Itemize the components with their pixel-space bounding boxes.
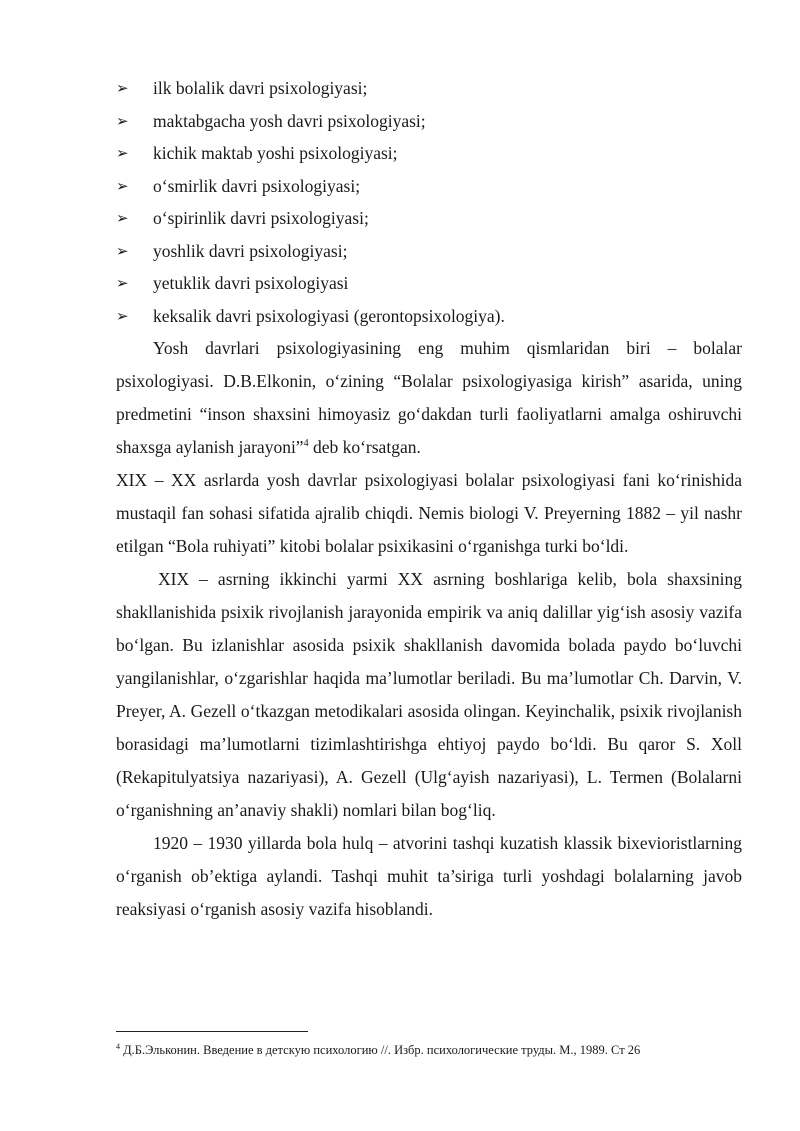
list-item [116,300,742,333]
list-item-text: yetuklik davri psixologiyasi [153,273,349,293]
list-item [116,235,742,268]
list-item [116,137,742,170]
arrowhead-bullet-icon: ➢ [116,176,129,195]
arrowhead-bullet-icon: ➢ [116,144,129,162]
list-item [116,267,742,300]
paragraph-tail: deb ko‘rsatgan. [308,437,421,457]
bullet-list [116,72,742,332]
list-item-text: keksalik davri psixologiyasi (gerontopsixologiya). [153,305,505,326]
paragraph-text: Yosh davrlari psixologiyasining eng muhim qismlaridan biri – bolalar psixologiyasi. D.B.Elkonin, o‘zining “Bolalar psixologiyasiga kirish” asarida, uning predmetini “inson shaxsini himoyasiz go‘dakdan turli faoliyatlarni amalga oshiruvchi shaxsga aylanish jarayoni” [116,338,742,457]
paragraph-behaviorists: 1920 – 1930 yillarda bola hulq – atvorini tashqi kuzatish klassik bixevioristlarning o‘rganish ob’ektiga aylandi. Tashqi muhit ta’siriga turli yoshdagi bolalarning javob reaksiyasi o‘rganish asosiy vazifa hisoblandi. [116,833,742,919]
footnote-number: 4 [116,1041,120,1051]
list-item-text: maktabgacha yosh davri psixologiyasi; [153,110,426,131]
list-item [116,72,742,105]
list-item [116,202,742,235]
paragraph-elkonin [116,332,742,464]
list-item-text: ilk bolalik davri psixologiyasi; [153,78,368,98]
paragraph-history: XIX – XX asrlarda yosh davrlar psixologiyasi bolalar psixologiyasi fani ko‘rinishida mustaqil fan sohasi sifatida ajralib chiqdi. Nemis biologi V. Preyerning 1882 – yil nashr etilgan “Bola ruhiyati” kitobi bolalar psixikasini o‘rganishga turki bo‘ldi. [116,470,742,556]
list-item-text: o‘spirinlik davri psixologiyasi; [153,208,369,228]
list-item-text: o‘smirlik davri psixologiyasi; [153,175,361,196]
footnote-divider [116,1031,308,1032]
arrowhead-bullet-icon: ➢ [116,241,129,260]
footnote [116,1042,640,1058]
paragraph-empirical: XIX – asrning ikkinchi yarmi XX asrning boshlariga kelib, bola shaxsining shakllanishida psixik rivojlanish jarayonida empirik va aniq dalillar yig‘ish asosiy vazifa bo‘lgan. Bu izlanishlar asosida psixik shakllanish davomida bolada paydo bo‘luvchi yangilanishlar, o‘zgarishlar haqida ma’lumotlar beriladi. Bu ma’lumotlar Ch. Darvin, V. Preyer, A. Gezell o‘tkazgan metodikalari asosida olingan. Keyinchalik, psixik rivojlanish borasidagi ma’lumotlarni tizimlashtirishga ehtiyoj paydo bo‘ldi. Bu qaror S. Xoll (Rekapitulyatsiya nazariyasi), A. Gezell (Ulg‘ayish nazariyasi), L. Termen (Bolalarni o‘rganishning an’anaviy shakli) nomlari bilan bog‘liq. [116,569,742,820]
list-item [116,170,742,203]
list-item [116,105,742,138]
arrowhead-bullet-icon: ➢ [116,111,129,130]
footnote-reference[interactable]: 4 [303,438,309,450]
list-item-text: kichik maktab yoshi psixologiyasi; [153,143,398,163]
list-item-text: yoshlik davri psixologiyasi; [153,240,348,261]
arrowhead-bullet-icon: ➢ [116,274,129,292]
arrowhead-bullet-icon: ➢ [116,209,129,227]
footnote-text: Д.Б.Эльконин. Введение в детскую психологию //. Избр. психологические труды. М., 1989. Ст 26 [120,1043,641,1057]
arrowhead-bullet-icon: ➢ [116,79,129,97]
page-body [116,72,742,926]
arrowhead-bullet-icon: ➢ [116,306,129,325]
